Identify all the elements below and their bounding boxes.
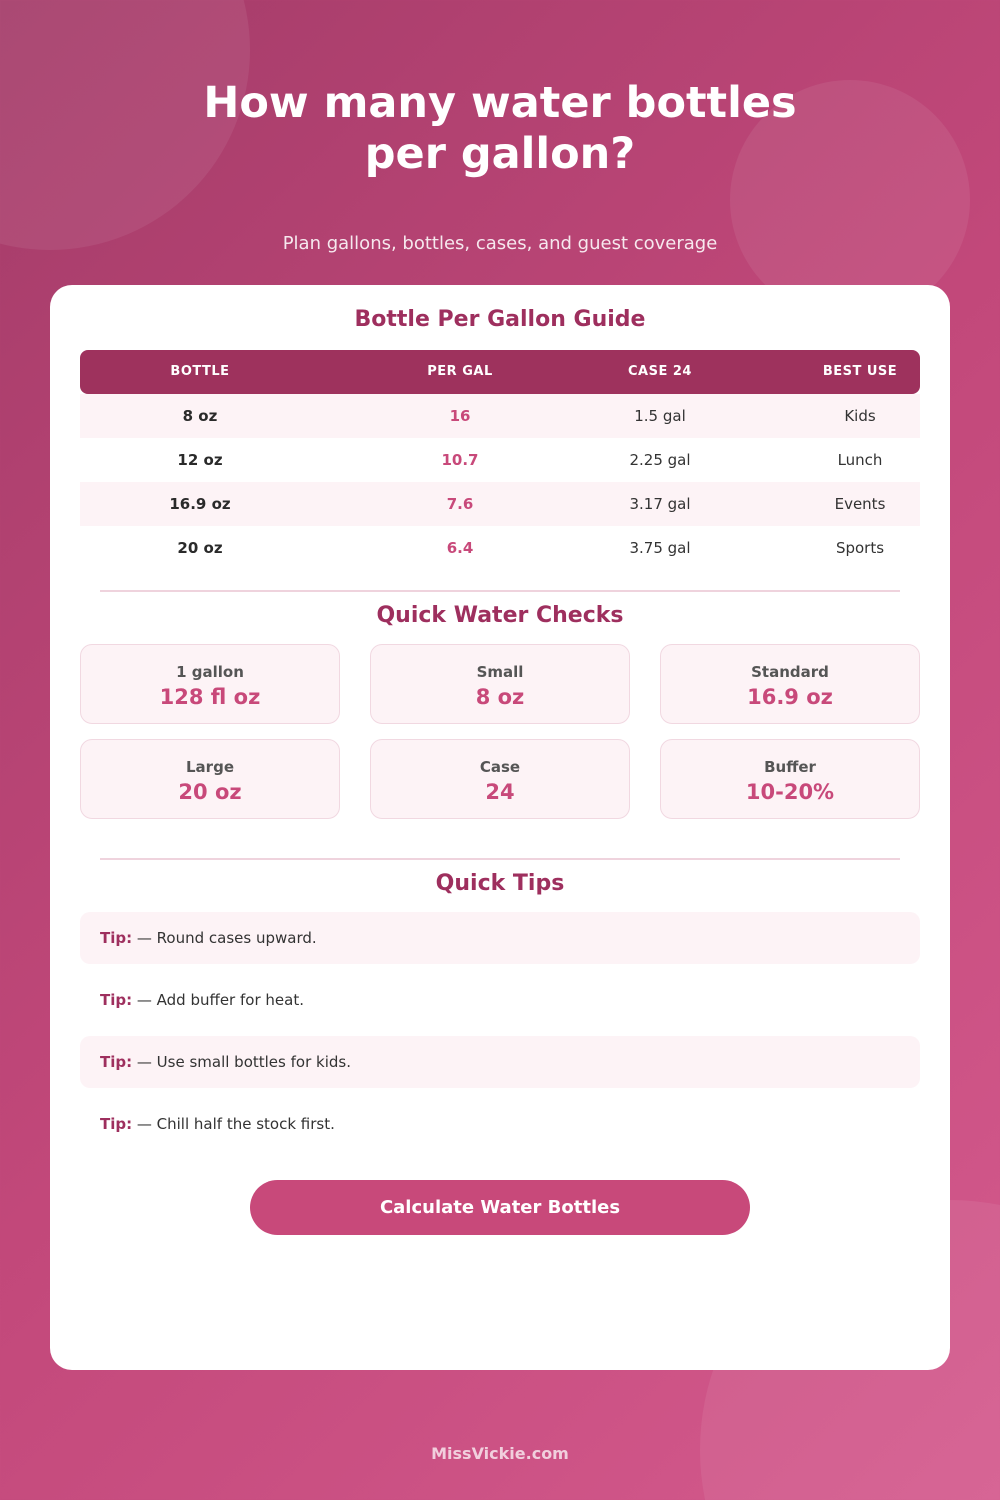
cell-bottle: 20 oz	[177, 539, 223, 557]
calculate-water-bottles-button[interactable]: Calculate Water Bottles	[250, 1180, 750, 1235]
tip-label: Tip:	[100, 991, 133, 1009]
guide-title: Bottle Per Gallon Guide	[354, 307, 646, 332]
tip-text: — Use small bottles for kids.	[136, 1053, 351, 1071]
cell-per-gal: 16	[449, 407, 471, 425]
tip-label: Tip:	[100, 1115, 133, 1133]
check-label: Large	[186, 758, 234, 776]
table-row	[80, 526, 920, 570]
checks-title: Quick Water Checks	[376, 603, 624, 628]
section-divider	[100, 590, 900, 592]
table-header	[80, 350, 920, 394]
list-item	[80, 1036, 920, 1088]
check-value: 16.9 oz	[747, 685, 833, 709]
quick-checks-grid	[80, 644, 920, 820]
check-label: Standard	[751, 663, 829, 681]
section-divider	[100, 858, 900, 860]
check-label: 1 gallon	[176, 663, 244, 681]
check-card	[80, 739, 340, 819]
quick-tips-list	[80, 912, 920, 1160]
tip-text: — Round cases upward.	[136, 929, 317, 947]
cell-case-24: 2.25 gal	[629, 451, 691, 469]
cell-bottle: 8 oz	[182, 407, 218, 425]
cell-case-24: 3.17 gal	[629, 495, 691, 513]
cell-case-24: 3.75 gal	[629, 539, 691, 557]
check-label: Buffer	[764, 758, 816, 776]
cell-per-gal: 7.6	[446, 495, 474, 513]
cell-bottle: 12 oz	[177, 451, 223, 469]
cell-case-24: 1.5 gal	[634, 407, 686, 425]
column-header-case-24: CASE 24	[628, 364, 692, 379]
table-row	[80, 482, 920, 526]
page-subtitle: Plan gallons, bottles, cases, and guest coverage	[282, 233, 718, 254]
list-item	[80, 974, 920, 1026]
page-title-line-1: How many water bottles	[203, 78, 797, 128]
cell-best-use: Sports	[835, 539, 885, 557]
check-card	[660, 644, 920, 724]
table-row	[80, 394, 920, 438]
tip-label: Tip:	[100, 929, 133, 947]
check-card	[370, 644, 630, 724]
check-value: 24	[485, 780, 515, 804]
main-card	[50, 285, 950, 1370]
column-header-per-gal: PER GAL	[427, 364, 493, 379]
tip-label: Tip:	[100, 1053, 133, 1071]
list-item	[80, 1098, 920, 1150]
bottle-guide-table	[80, 350, 920, 570]
cell-per-gal: 10.7	[441, 451, 479, 469]
check-card	[80, 644, 340, 724]
tips-title: Quick Tips	[435, 871, 565, 896]
column-header-best-use: BEST USE	[822, 364, 898, 379]
list-item	[80, 912, 920, 964]
tip-text: — Add buffer for heat.	[136, 991, 304, 1009]
check-card	[370, 739, 630, 819]
check-label: Small	[476, 663, 524, 681]
cell-per-gal: 6.4	[446, 539, 474, 557]
footer-brand: MissVickie.com	[431, 1444, 569, 1463]
page-title	[0, 78, 1000, 180]
cell-best-use: Kids	[844, 407, 876, 425]
check-value: 8 oz	[475, 685, 525, 709]
page-title-line-2: per gallon?	[364, 129, 636, 179]
tip-text: — Chill half the stock first.	[136, 1115, 335, 1133]
cell-best-use: Lunch	[837, 451, 883, 469]
table-row	[80, 438, 920, 482]
check-value: 128 fl oz	[159, 685, 261, 709]
check-card	[660, 739, 920, 819]
column-header-bottle: BOTTLE	[170, 364, 230, 379]
check-label: Case	[479, 758, 521, 776]
cell-bottle: 16.9 oz	[169, 495, 231, 513]
check-value: 20 oz	[178, 780, 242, 804]
check-value: 10-20%	[745, 780, 835, 804]
cell-best-use: Events	[834, 495, 886, 513]
